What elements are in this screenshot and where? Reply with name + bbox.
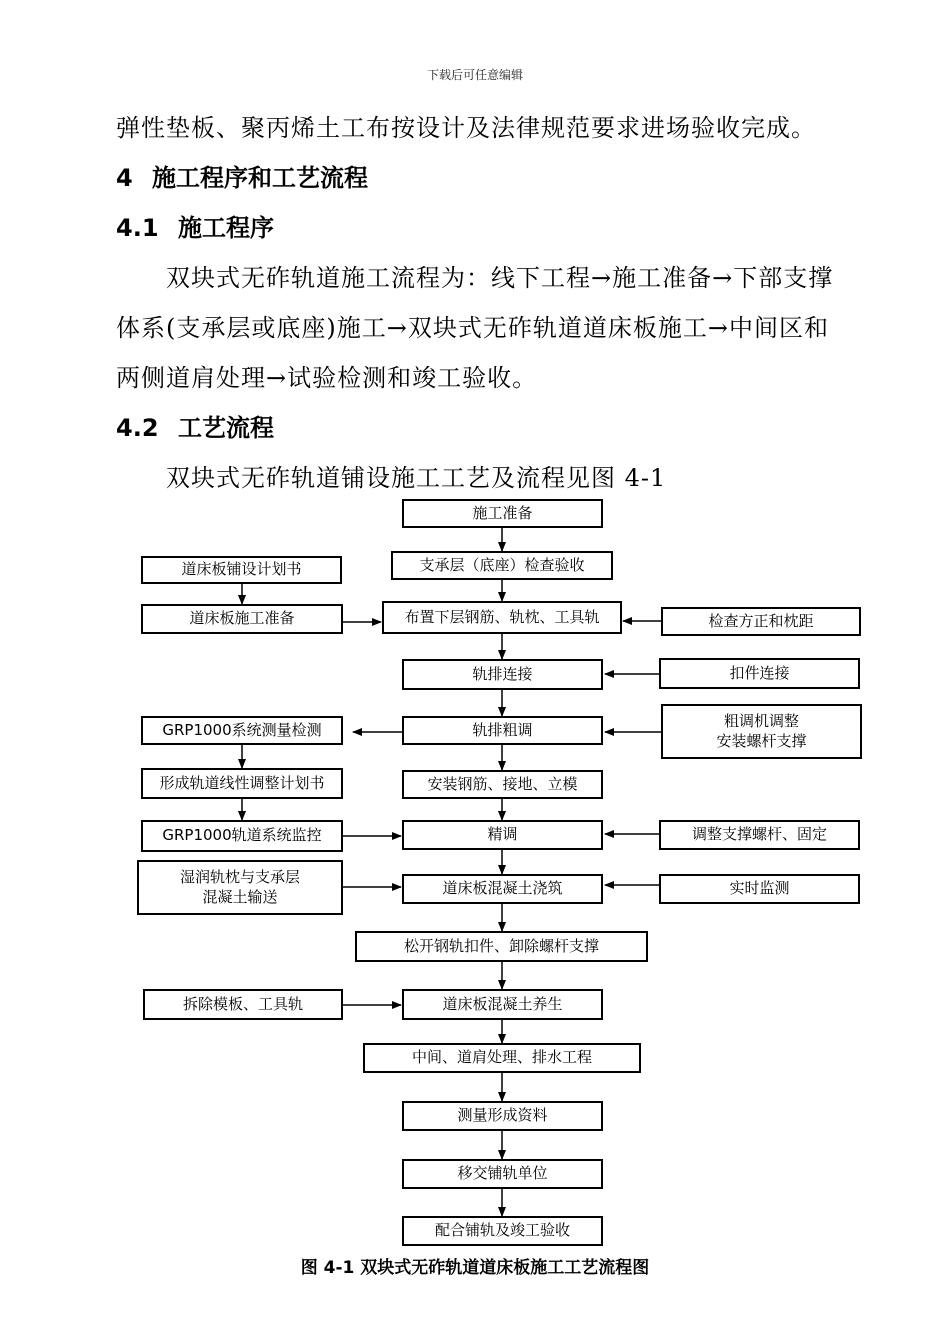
paragraph-line: 双块式无砟轨道施工流程为：线下工程→施工准备→下部支撑 — [166, 264, 834, 292]
flow-right-check-spacing: 检查方正和枕距 — [661, 607, 861, 636]
flow-step-release-fasteners: 松开钢轨扣件、卸除螺杆支撑 — [355, 931, 648, 962]
flow-step-construction-prep: 施工准备 — [402, 499, 603, 528]
flow-right-adjust-screws: 调整支撑螺杆、固定 — [659, 820, 860, 850]
flow-step-shoulder-drainage: 中间、道肩处理、排水工程 — [363, 1043, 641, 1073]
flow-left-grp-monitoring: GRP1000轨道系统监控 — [141, 820, 343, 852]
section-title: 施工程序 — [178, 214, 274, 242]
flow-step-lay-rebar-sleepers: 布置下层钢筋、轨枕、工具轨 — [382, 601, 622, 634]
flow-step-track-panel-connection: 轨排连接 — [402, 659, 603, 690]
flow-right-realtime-monitoring: 实时监测 — [659, 874, 860, 904]
flow-right-fastener-connection: 扣件连接 — [659, 658, 860, 689]
flow-step-install-rebar-formwork: 安装钢筋、接地、立模 — [402, 770, 603, 799]
box-line: 湿润轨枕与支承层 — [179, 868, 300, 886]
flow-left-grp-survey: GRP1000系统测量检测 — [141, 716, 343, 745]
flow-left-alignment-plan: 形成轨道线性调整计划书 — [141, 768, 343, 799]
flow-left-slab-prep: 道床板施工准备 — [141, 604, 343, 634]
flow-step-hand-over: 移交铺轨单位 — [402, 1159, 603, 1189]
flow-right-rough-adjuster — [661, 704, 862, 759]
section-number: 4.2 — [116, 414, 159, 442]
flow-step-support-layer-inspection: 支承层（底座）检查验收 — [391, 551, 613, 580]
intro-line: 弹性垫板、聚丙烯土工布按设计及法律规范要求进场验收完成。 — [116, 114, 816, 142]
section-title: 工艺流程 — [178, 414, 274, 442]
box-line: 粗调机调整 — [723, 712, 799, 730]
header-note: 下载后可任意编辑 — [426, 68, 523, 82]
flow-step-fine-adjustment: 精调 — [402, 820, 603, 850]
flow-step-concrete-curing: 道床板混凝土养生 — [402, 989, 603, 1020]
box-line: 混凝土输送 — [202, 887, 278, 906]
paragraph-line: 两侧道肩处理→试验检测和竣工验收。 — [116, 364, 538, 392]
box-line: 安装螺杆支撑 — [716, 731, 807, 750]
paragraph-line: 体系(支承层或底座)施工→双块式无砟轨道道床板施工→中间区和 — [116, 314, 829, 342]
figure-caption: 图 4-1 双块式无砟轨道道床板施工工艺流程图 — [300, 1258, 650, 1278]
flow-intro: 双块式无砟轨道铺设施工工艺及流程见图 4-1 — [166, 464, 667, 492]
flow-step-rough-adjustment: 轨排粗调 — [402, 716, 603, 745]
flow-step-concrete-pouring: 道床板混凝土浇筑 — [402, 874, 603, 904]
flow-left-remove-formwork: 拆除模板、工具轨 — [143, 989, 343, 1020]
section-number: 4.1 — [116, 214, 159, 242]
flow-left-laying-plan: 道床板铺设计划书 — [141, 556, 342, 584]
section-title: 施工程序和工艺流程 — [152, 164, 368, 192]
section-number: 4 — [116, 164, 133, 192]
flow-left-wet-sleepers — [137, 860, 343, 915]
flow-step-final-acceptance: 配合铺轨及竣工验收 — [402, 1216, 603, 1246]
flow-step-survey-records: 测量形成资料 — [402, 1101, 603, 1131]
